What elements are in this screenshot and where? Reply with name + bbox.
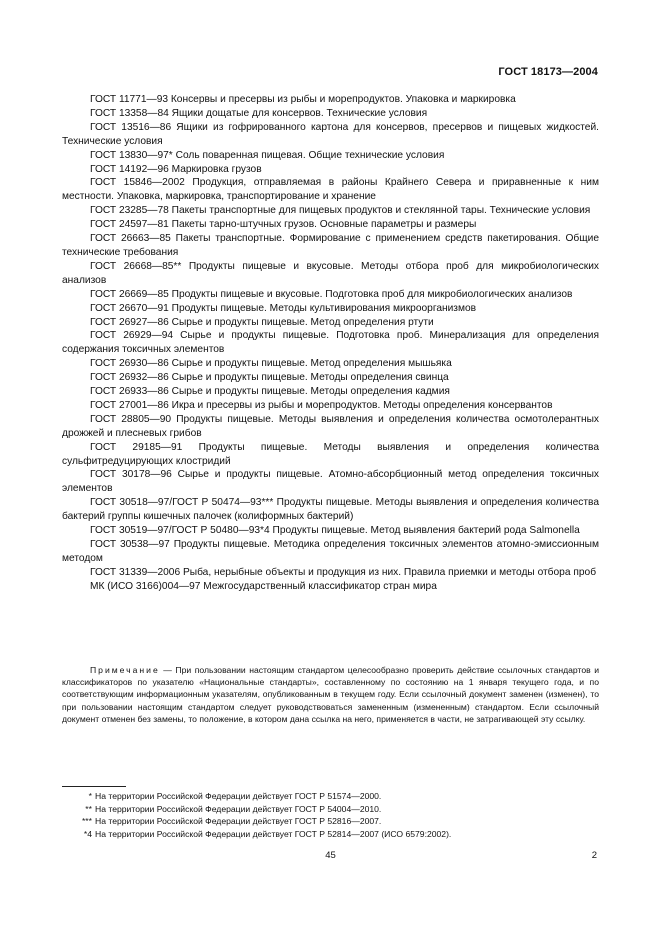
reference-item: МК (ИСО 3166)004—97 Межгосударственный классификатор стран мира <box>90 580 437 592</box>
footnote-separator <box>62 786 126 787</box>
footnote <box>62 790 599 803</box>
reference-item: ГОСТ 26929—94 Сырье и продукты пищевые. Подготовка проб. Минерализация для определения содержания токсичных элементов <box>62 330 599 356</box>
reference-item: ГОСТ 29185—91 Продукты пищевые. Методы выявления и определения количества сульфитредуцирующих клостридий <box>62 441 599 467</box>
footnote-mark: * <box>88 791 92 801</box>
reference-item: ГОСТ 30519—97/ГОСТ Р 50480—93*4 Продукты пищевые. Метод выявления бактерий рода Salmonella <box>90 525 580 537</box>
footnote <box>62 828 599 841</box>
footnote-mark: *4 <box>83 828 92 839</box>
reference-item: ГОСТ 13358—84 Ящики дощатые для консервов. Технические условия <box>90 107 428 119</box>
reference-item: ГОСТ 26668—85** Продукты пищевые и вкусовые. Методы отбора проб для микробиологических анализов <box>62 260 599 286</box>
reference-item: ГОСТ 28805—90 Продукты пищевые. Методы выявления и определения количества осмотолерантных дрожжей и плесневых грибов <box>62 413 599 439</box>
footnote-mark: *** <box>81 816 92 827</box>
document-header: ГОСТ 18173—2004 <box>498 66 598 78</box>
reference-item: ГОСТ 23285—78 Пакеты транспортные для пищевых продуктов и стеклянной тары. Технические условия <box>90 205 591 217</box>
reference-item: ГОСТ 24597—81 Пакеты тарно-штучных грузов. Основные параметры и размеры <box>90 219 477 231</box>
reference-item: ГОСТ 13516—86 Ящики из гофрированного картона для консервов, пресервов и пищевых жидкостей. Технические условия <box>62 121 599 147</box>
reference-item: ГОСТ 26670—91 Продукты пищевые. Методы культивирования микроорганизмов <box>90 302 477 314</box>
reference-item: ГОСТ 26663—85 Пакеты транспортные. Формирование с применением средств пакетирования. Общие технические требования <box>62 233 599 258</box>
reference-item: ГОСТ 26669—85 Продукты пищевые и вкусовые. Подготовка проб для микробиологических анализов <box>90 288 573 300</box>
reference-item: ГОСТ 26932—86 Сырье и продукты пищевые. Методы определения свинца <box>90 372 449 384</box>
reference-item: ГОСТ 15846—2002 Продукция, отправляемая в районы Крайнего Севера и приравненные к ним местности. Упаковка, маркировка, транспортирование и хранение <box>62 177 599 203</box>
reference-item: ГОСТ 30538—97 Продукты пищевые. Методика определения токсичных элементов атомно-эмиссионным методом <box>62 539 599 564</box>
reference-item: ГОСТ 27001—86 Икра и пресервы из рыбы и морепродуктов. Методы определения консервантов <box>90 399 553 411</box>
footnotes <box>62 790 599 840</box>
references-list <box>62 93 599 594</box>
reference-item: ГОСТ 26930—86 Сырье и продукты пищевые. Метод определения мышьяка <box>90 358 452 370</box>
reference-item: ГОСТ 13830—97* Соль поваренная пищевая. Общие технические условия <box>90 149 445 161</box>
note-label: Примечание <box>90 665 160 675</box>
reference-item: ГОСТ 31339—2006 Рыба, нерыбные объекты и продукция из них. Правила приемки и методы отбора проб <box>90 566 597 578</box>
reference-item: ГОСТ 26927—86 Сырье и продукты пищевые. Метод определения ртути <box>90 316 434 328</box>
sheet-number: 2 <box>591 850 597 861</box>
footnote-mark: ** <box>85 803 92 814</box>
page-number: 45 <box>325 850 336 861</box>
reference-item: ГОСТ 30178—96 Сырье и продукты пищевые. Атомно-абсорбционный метод определения токсичных элементов <box>62 469 599 495</box>
footnote-text: На территории Российской Федерации действует ГОСТ Р 52814—2007 (ИСО 6579:2002). <box>95 828 452 839</box>
note-paragraph <box>62 664 599 725</box>
footnote-text: На территории Российской Федерации действует ГОСТ Р 54004—2010. <box>95 803 382 814</box>
reference-item: ГОСТ 14192—96 Маркировка грузов <box>90 163 262 175</box>
footnote-text: На территории Российской Федерации действует ГОСТ Р 52816—2007. <box>95 816 382 827</box>
footnote <box>62 803 599 816</box>
footnote-text: На территории Российской Федерации действует ГОСТ Р 51574—2000. <box>95 791 382 801</box>
reference-item: ГОСТ 30518—97/ГОСТ Р 50474—93*** Продукты пищевые. Методы выявления и определения количества бактерий группы кишечных палочек (колиформных бактерий) <box>62 497 599 523</box>
reference-item: ГОСТ 11771—93 Консервы и пресервы из рыбы и морепродуктов. Упаковка и маркировка <box>90 94 516 105</box>
footnote <box>62 815 599 828</box>
reference-item: ГОСТ 26933—86 Сырье и продукты пищевые. Методы определения кадмия <box>90 386 450 398</box>
note-text: — При пользовании настоящим стандартом целесообразно проверить действие ссылочных стандартов и классификаторов по указателю «Национальные стандарты», составленному по состоянию на 1 января текущего года, и по соответствующим информационным указателям, опубликованным в текущем году. Если ссылочный документ заменен (изменен), то при пользовании настоящим стандартом следует руководствоваться замененным (измененным) стандартом. Если ссылочный документ отменен без замены, то положение, в котором дана ссылка на него, применяется в части, не затрагивающей эту ссылку. <box>62 665 599 724</box>
